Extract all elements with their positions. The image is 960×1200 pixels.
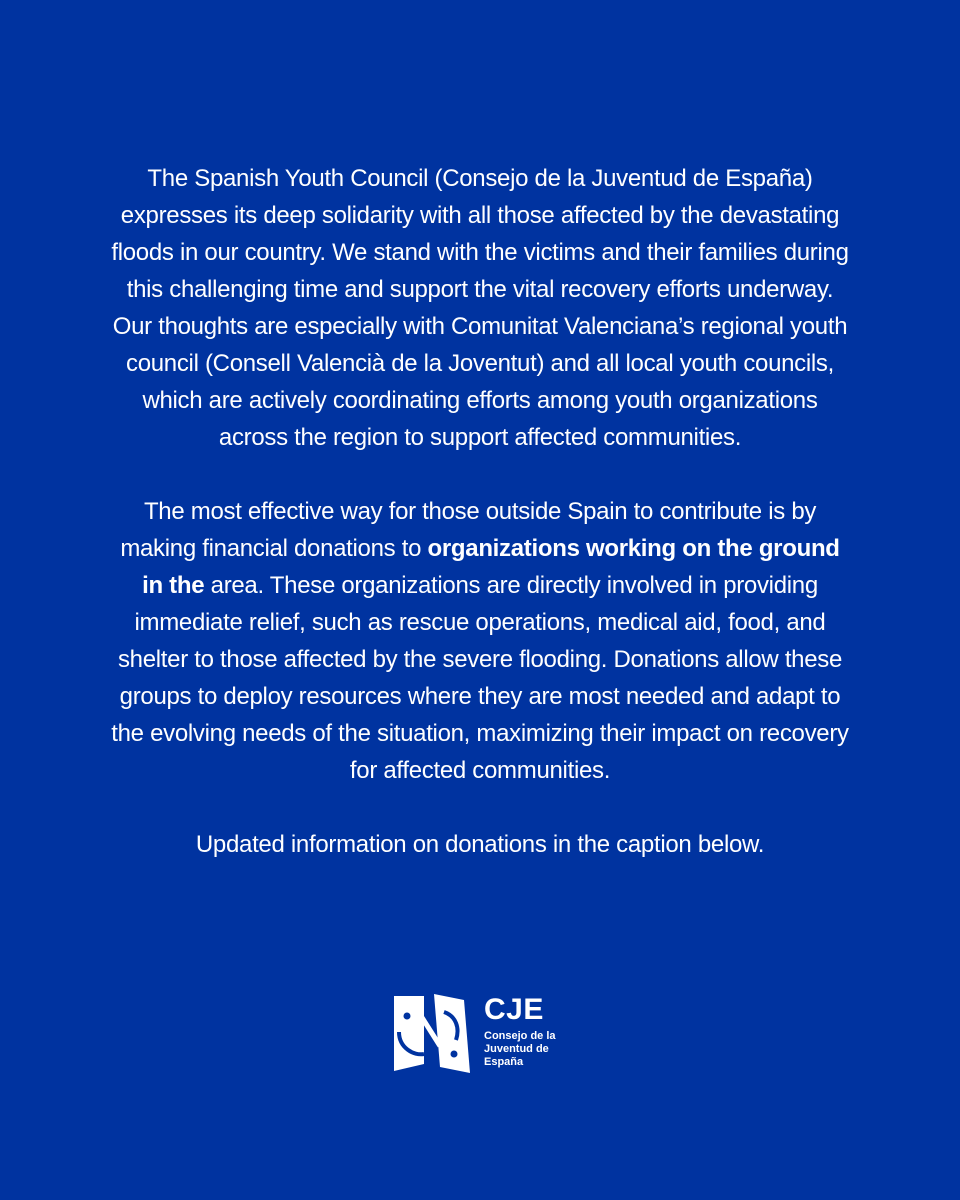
paragraph-2-emphasis: organizations working on the ground in the <box>142 535 840 599</box>
cje-logo-text <box>484 994 584 1069</box>
statement-paragraph-2 <box>110 493 850 789</box>
paragraph-2-end: area. These organizations are directly involved in providing immediate relief, such as rescue operations, medical aid, food, and shelter to those affected by the severe flooding. Donations allow these groups to deploy resources where they are most needed and adapt to the evolving needs of the situation, maximizing their impact on recovery for affected communities. <box>111 572 849 784</box>
paragraph-2-start: The most effective way for those outside Spain to contribute is by making financial donations to <box>120 498 817 562</box>
statement-paragraph-1: The Spanish Youth Council (Consejo de la Juventud de España) expresses its deep solidarity with all those affected by the devastating floods in our country. We stand with the victims and their families during this challenging time and support the vital recovery efforts underway. Our thoughts are especially with Comunitat Valenciana’s regional youth council (Consell Valencià de la Joventut) and all local youth councils, which are actively coordinating efforts among youth organizations across the region to support affected communities. <box>111 165 849 451</box>
cje-logo-icon <box>394 994 472 1073</box>
statement-paragraph-3: Updated information on donations in the caption below. <box>195 831 765 858</box>
cje-full-name: Consejo de la Juventud de España <box>484 1030 556 1068</box>
cje-acronym: CJE <box>484 993 544 1026</box>
statement-text-block <box>110 160 850 863</box>
cje-logo <box>394 994 574 1074</box>
